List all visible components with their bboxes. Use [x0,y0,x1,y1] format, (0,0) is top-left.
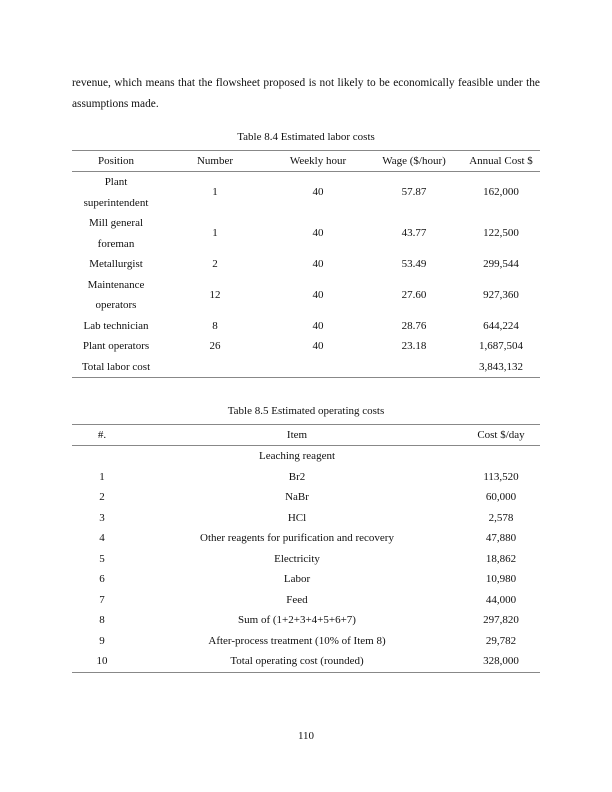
cell-cost: 297,820 [483,614,519,626]
cell-annual-cost: 927,360 [483,288,519,301]
cell-index: 1 [99,470,105,483]
cell-annual-cost: 122,500 [483,227,519,240]
cell-item: NaBr [285,491,309,503]
cell-index: 10 [96,655,108,667]
body-paragraph: revenue, which means that the flowsheet proposed is not likely to be economically feasible under the assumptions made. [72,77,540,110]
cell-cost: 44,000 [485,593,517,606]
table-row [72,213,540,254]
cell-index: 8 [99,614,105,626]
cell-item: HCl [287,511,307,524]
cell-index: 5 [99,552,105,565]
cell-item: After-process treatment (10% of Item 8) [208,634,386,647]
cell-item: Total operating cost (rounded) [230,655,364,667]
table-row [72,316,540,337]
cell-position: Lab technician [83,319,149,332]
cell-wage: 53.49 [401,258,427,270]
table-row [72,254,540,275]
cell-item: Labor [283,573,311,585]
cell-index: 4 [99,532,105,544]
cell-annual-cost: 162,000 [483,186,519,199]
table-header-row [72,425,540,446]
table-row [72,528,540,549]
cell-number: 1 [212,186,218,199]
cell-cost: 113,520 [483,470,519,483]
cell-weekly-hour: 40 [312,319,324,332]
cell-cost: 2,578 [488,511,514,524]
cell-position: Total labor cost [81,360,151,373]
operating-costs-table [72,424,540,673]
table-row [72,569,540,590]
table-row [72,631,540,652]
cell-index: 3 [99,511,105,524]
labor-costs-table [72,150,540,378]
cell-number: 1 [212,227,218,240]
cell-index: 6 [99,573,105,585]
section-label: Leaching reagent [258,450,336,462]
cell-item: Sum of (1+2+3+4+5+6+7) [238,614,356,626]
section-row [72,446,540,467]
header-item: Item [132,425,462,446]
cell-cost: 60,000 [485,491,517,503]
header-annual-cost: Annual Cost $ [462,151,540,172]
cell-item: Other reagents for purification and recovery [200,532,394,544]
cell-wage: 23.18 [401,340,427,352]
cell-wage [366,357,462,378]
table-row [72,467,540,488]
cell-index: 2 [99,491,105,503]
table-row [72,610,540,631]
header-cost: Cost $/day [462,425,540,446]
cell-cost: 10,980 [485,573,517,585]
total-row [72,651,540,672]
cell-item: Feed [286,593,308,606]
table-row [72,487,540,508]
cell-cost: 47,880 [485,532,517,544]
cell-weekly-hour: 40 [312,227,324,240]
cell-index: 7 [99,593,105,606]
table-row [72,508,540,529]
cell-cost: 29,782 [485,634,517,647]
cell-number: 2 [212,258,218,270]
cell-wage: 43.77 [401,227,427,240]
table-row [72,549,540,570]
cell-item: Electricity [274,552,320,565]
header-index: #. [72,425,132,446]
cell-cost: 18,862 [485,552,517,565]
table-row [72,590,540,611]
table-8-4-caption: Table 8.4 Estimated labor costs [237,131,375,143]
table-row [72,336,540,357]
cell-index: 9 [99,634,105,647]
cell-position: Maintenance operators [87,278,145,311]
cell-weekly-hour: 40 [312,288,324,301]
page-number: 110 [297,730,315,742]
cell-annual-cost: 644,224 [483,319,519,332]
table-row [72,275,540,316]
cell-wage: 28.76 [401,319,427,332]
header-weekly-hour: Weekly hour [270,151,366,172]
cell-annual-cost: 1,687,504 [479,340,523,352]
total-row [72,357,540,378]
table-header-row [72,151,540,172]
cell-annual-cost: 299,544 [483,258,519,270]
cell-position: Plant superintendent [83,176,149,209]
cell-number [160,357,270,378]
cell-position: Plant operators [82,340,150,352]
table-row [72,172,540,214]
cell-weekly-hour: 40 [312,340,324,352]
header-number: Number [160,151,270,172]
cell-annual-cost: 3,843,132 [479,360,523,373]
cell-position: Metallurgist [89,258,143,270]
cell-wage: 27.60 [401,288,427,301]
header-position: Position [72,151,160,172]
table-8-5-caption: Table 8.5 Estimated operating costs [227,405,385,417]
cell-number: 26 [209,340,221,352]
cell-weekly-hour: 40 [312,258,324,270]
cell-weekly-hour: 40 [312,186,324,199]
cell-number: 8 [212,319,218,332]
header-wage: Wage ($/hour) [366,151,462,172]
cell-cost: 328,000 [483,655,519,667]
cell-weekly-hour [270,357,366,378]
cell-item: Br2 [288,470,306,483]
cell-number: 12 [209,288,221,301]
cell-wage: 57.87 [401,186,427,199]
cell-position: Mill general foreman [88,217,144,250]
